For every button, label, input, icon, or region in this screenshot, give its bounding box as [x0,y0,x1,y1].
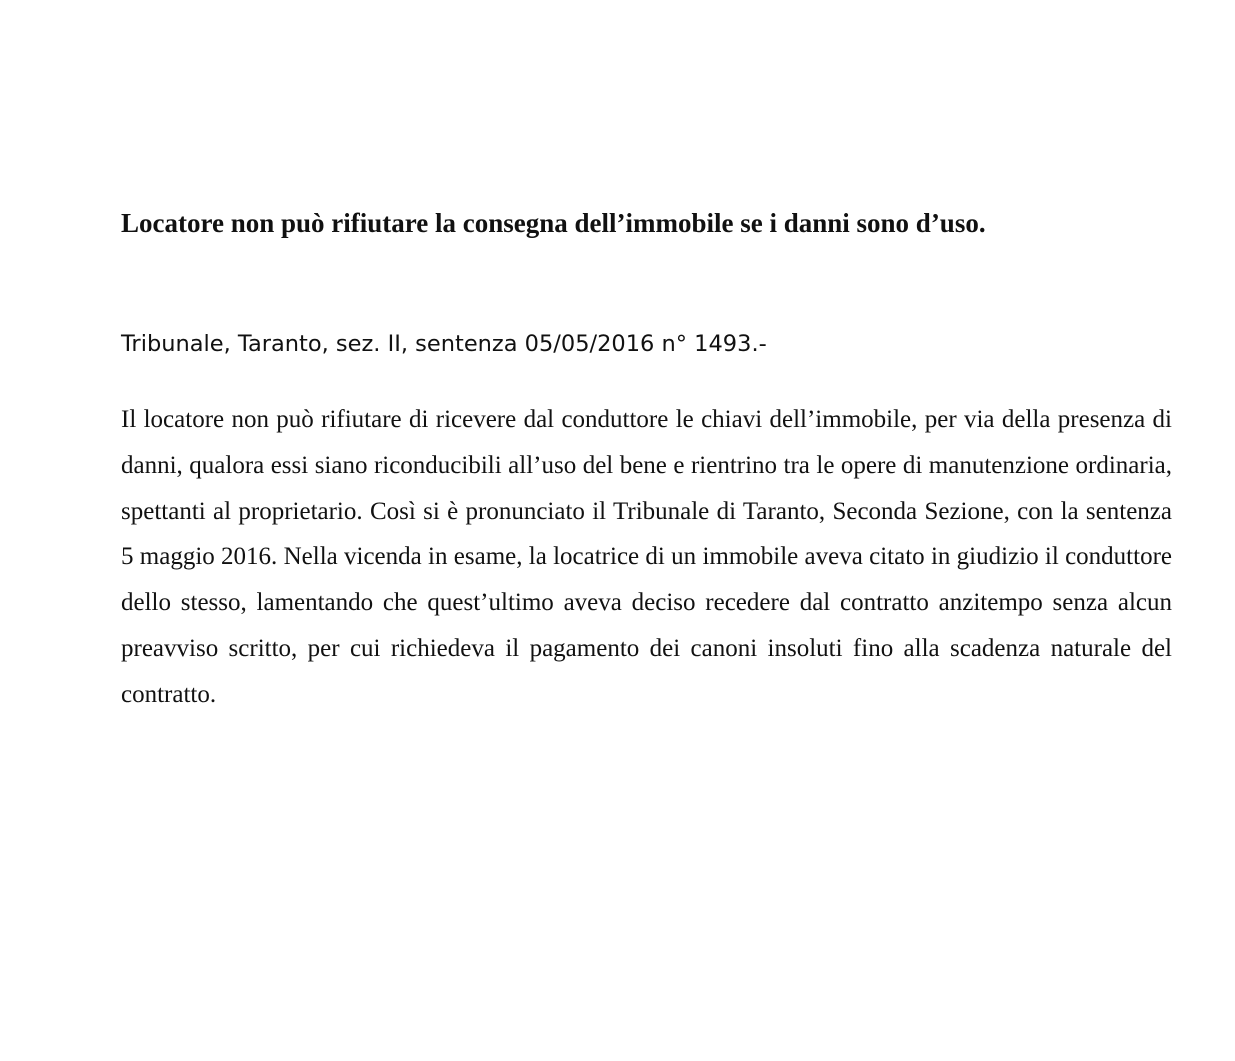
body-paragraph: Il locatore non può rifiutare di ricevere dal conduttore le chiavi dell’immobile, per via della presenza di danni, qualora essi siano riconducibili all’uso del bene e rientrino tra le opere di manutenzione ordinaria, spettanti al proprietario. Così si è pronunciato il Tribunale di Taranto, Seconda Sezione, con la sentenza 5 maggio 2016. Nella vicenda in esame, la locatrice di un immobile aveva citato in giudizio il conduttore dello stesso, lamentando che quest’ultimo aveva deciso recedere dal contratto anzitempo senza alcun preavviso scritto, per cui richiedeva il pagamento dei canoni insoluti fino alla scadenza naturale del contratto. [121,406,1172,708]
court-citation: Tribunale, Taranto, sez. II, sentenza 05/05/2016 n° 1493.- [121,331,767,357]
document-title: Locatore non può rifiutare la consegna dell’immobile se i danni sono d’uso. [121,208,986,238]
